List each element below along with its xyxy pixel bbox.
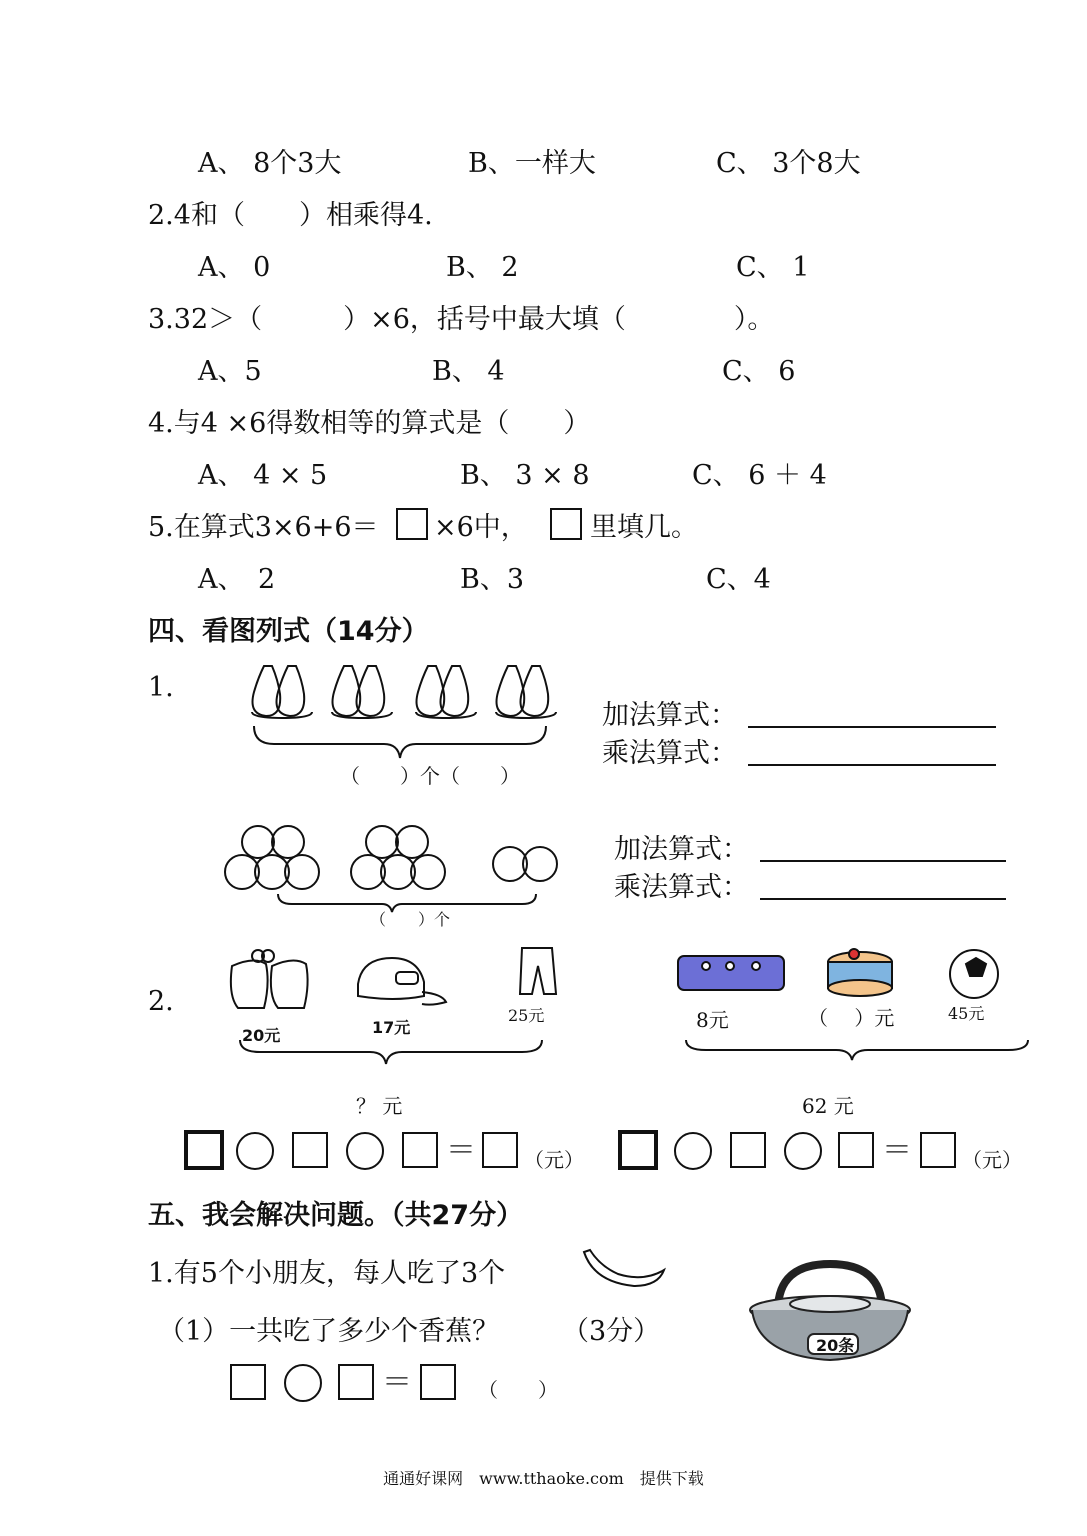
q5-option-b: B、3 [460,564,525,595]
right-total: 62 元 [802,1094,854,1118]
apples-add-label: 加法算式： [614,834,749,865]
q2-option-a: A、 0 [198,252,271,283]
q1-option-a: A、 8个3大 [198,148,342,179]
left-eq-box-1[interactable] [184,1130,224,1170]
q3-option-a: A、5 [198,356,262,387]
left-eq-box-3[interactable] [402,1132,438,1168]
pears-mul-answer-line[interactable] [748,764,996,766]
right-eq-box-2[interactable] [730,1132,766,1168]
section4-item2-number: 2. [148,986,174,1017]
q5-blank-box-2[interactable] [550,508,582,540]
q4-option-b: B、 3 × 8 [460,460,590,491]
price-ball: 45元 [948,1004,985,1023]
q2-stem: 2.4和（ ）相乘得4. [148,200,433,231]
q5-stem-post: 里填几。 [590,512,698,543]
left-eq-op-2[interactable] [346,1132,384,1170]
section5-title: 五、我会解决问题。（共27分） [148,1200,524,1231]
section4-item1-number: 1. [148,672,174,703]
q3-option-b: B、 4 [432,356,505,387]
section5-q1-stem: 1.有5个小朋友，每人吃了3个 [148,1258,506,1289]
s5-eq-box-2[interactable] [338,1364,374,1400]
footer: 通通好课网 www.tthaoke.com 提供下载 [383,1469,704,1488]
apples-mul-label: 乘法算式： [614,872,749,903]
left-eq-result-box[interactable] [482,1132,518,1168]
right-eq-equals: ＝ [882,1133,912,1168]
q4-option-c: C、 6 ＋ 4 [692,460,827,491]
q1-option-b: B、一样大 [468,148,596,179]
pears-add-answer-line[interactable] [748,726,996,728]
apples-caption: （ ）个 [370,910,451,929]
left-total: ？ 元 [356,1094,403,1118]
section4-title: 四、看图列式（14分） [148,616,429,647]
section5-q1-sub1: （1）一共吃了多少个香蕉？ [158,1316,500,1347]
q5-option-a: A、 2 [198,564,276,595]
q4-option-a: A、 4 × 5 [198,460,328,491]
q2-option-b: B、 2 [446,252,519,283]
apples-mul-answer-line[interactable] [760,898,1006,900]
s5-eq-unit: （ ） [478,1378,558,1402]
s5-eq-result-box[interactable] [420,1364,456,1400]
s5-eq-box-1[interactable] [230,1364,266,1400]
left-eq-box-2[interactable] [292,1132,328,1168]
right-eq-unit: （元） [962,1148,1022,1172]
right-eq-box-3[interactable] [838,1132,874,1168]
banana-icon [580,1244,670,1294]
price-gloves: 20元 [242,1026,281,1045]
price-pants: 25元 [508,1006,545,1025]
q5-stem-mid: ×6中， [434,512,528,543]
q5-blank-box-1[interactable] [396,508,428,540]
q3-option-c: C、 6 [722,356,796,387]
right-eq-box-1[interactable] [618,1130,658,1170]
pears-add-label: 加法算式： [602,700,737,731]
right-eq-op-2[interactable] [784,1132,822,1170]
q1-option-c: C、 3个8大 [716,148,861,179]
q4-stem: 4.与4 ×6得数相等的算式是（ ） [148,408,591,439]
left-eq-unit: （元） [524,1148,584,1172]
price-cake: （ ）元 [808,1006,895,1030]
right-eq-result-box[interactable] [920,1132,956,1168]
s5-eq-op-1[interactable] [284,1364,322,1402]
left-eq-equals: ＝ [446,1133,476,1168]
price-pencil-box: 8元 [696,1008,729,1032]
left-eq-op-1[interactable] [236,1132,274,1170]
q5-stem-pre: 5.在算式3×6+6＝ [148,512,379,543]
basket-label: 20条 [816,1336,855,1355]
pears-caption: （ ）个（ ） [340,764,520,788]
apples-add-answer-line[interactable] [760,860,1006,862]
s5-eq-equals: ＝ [382,1365,412,1400]
price-cap: 17元 [372,1018,411,1037]
q5-option-c: C、4 [706,564,771,595]
pears-mul-label: 乘法算式： [602,738,737,769]
q2-option-c: C、 1 [736,252,810,283]
right-eq-op-1[interactable] [674,1132,712,1170]
q3-stem: 3.32＞（ ）×6，括号中最大填（ ）。 [148,304,775,335]
apples-illustration [222,822,562,912]
section5-q1-sub1-score: （3分） [562,1316,661,1347]
